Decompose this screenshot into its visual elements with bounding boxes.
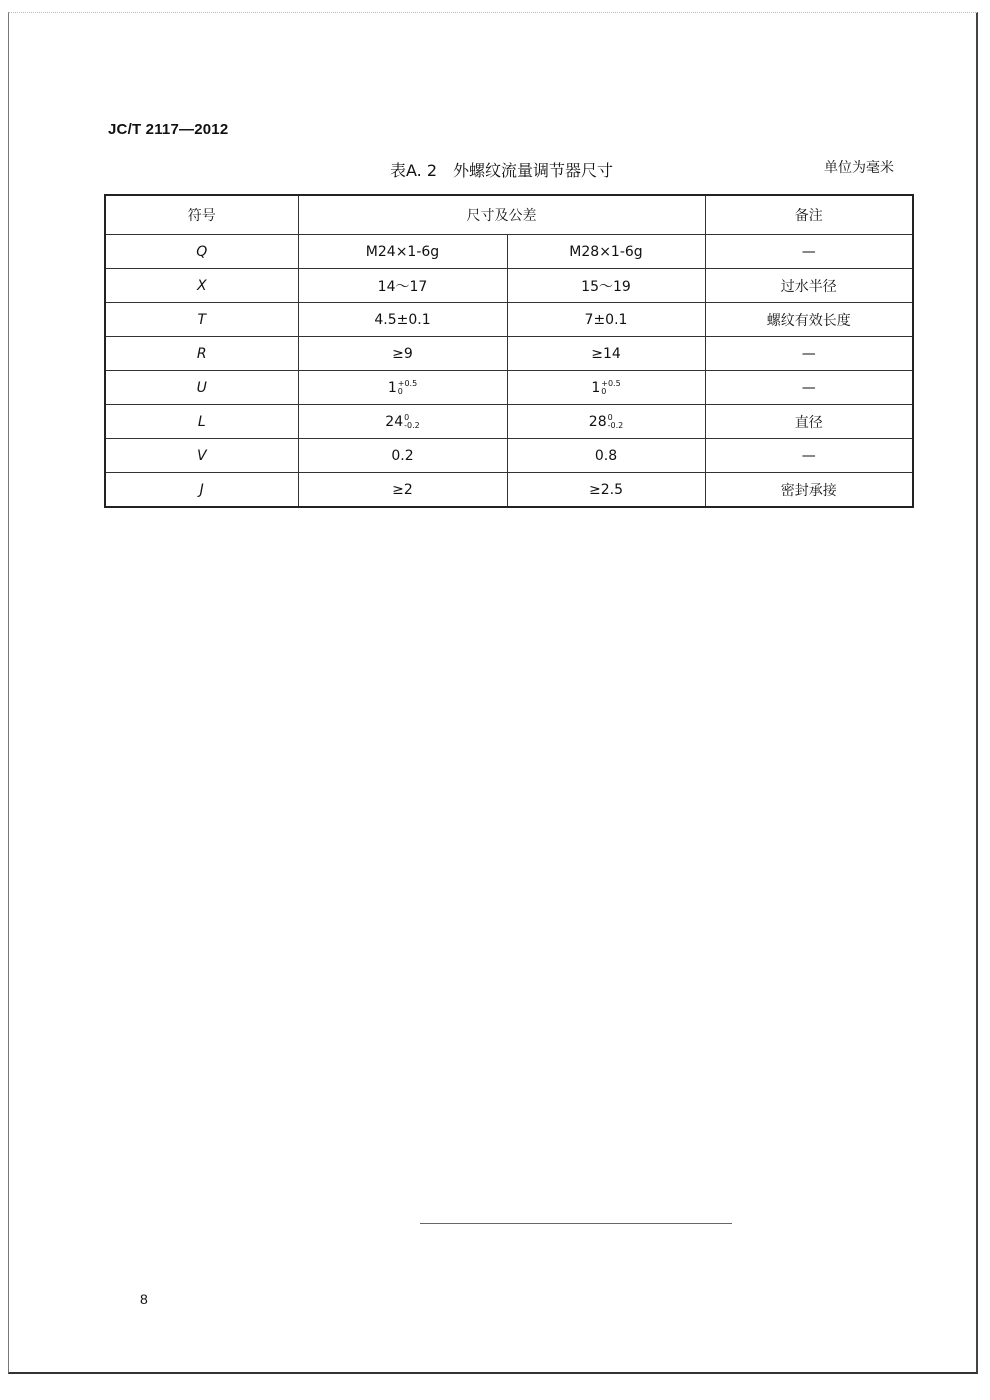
tolerance-base: 28 bbox=[588, 413, 607, 430]
table-row bbox=[105, 269, 913, 303]
tolerance-base: 1 bbox=[591, 379, 601, 396]
header-symbol: 符号 bbox=[105, 195, 298, 235]
tolerance-upper: +0.5 bbox=[601, 378, 621, 388]
page-number: 8 bbox=[140, 1291, 148, 1307]
tolerance-lower: 0 bbox=[397, 386, 403, 396]
tolerance-upper: +0.5 bbox=[397, 378, 418, 388]
value-cell: 0.2 bbox=[298, 439, 507, 473]
value-cell: ≥9 bbox=[298, 337, 507, 371]
table-row bbox=[105, 473, 913, 508]
tolerance-value-cell bbox=[507, 405, 705, 439]
table-row bbox=[105, 337, 913, 371]
symbol-cell: U bbox=[105, 371, 298, 405]
tolerance-limits bbox=[398, 380, 417, 396]
tolerance-base: 1 bbox=[387, 379, 397, 396]
symbol-cell: Q bbox=[105, 235, 298, 269]
value-cell: 15～19 bbox=[507, 269, 705, 303]
value-cell: ≥2 bbox=[298, 473, 507, 508]
tolerance-base: 24 bbox=[385, 413, 404, 430]
tolerance-lower: -0.2 bbox=[607, 420, 624, 430]
header-remarks: 备注 bbox=[705, 195, 913, 235]
remark-cell: 螺纹有效长度 bbox=[705, 303, 913, 337]
remark-cell: — bbox=[705, 439, 913, 473]
tolerance-limits bbox=[601, 380, 620, 396]
symbol-cell: R bbox=[105, 337, 298, 371]
dimension-table bbox=[104, 194, 914, 508]
symbol-cell: T bbox=[105, 303, 298, 337]
tolerance-lower: -0.2 bbox=[404, 420, 420, 430]
tolerance-limits bbox=[608, 414, 624, 430]
value-cell: ≥14 bbox=[507, 337, 705, 371]
remark-cell: 过水半径 bbox=[705, 269, 913, 303]
footer-rule bbox=[420, 1223, 732, 1224]
value-cell: 14～17 bbox=[298, 269, 507, 303]
table-row bbox=[105, 235, 913, 269]
tolerance-value-cell bbox=[298, 371, 507, 405]
remark-cell: — bbox=[705, 235, 913, 269]
symbol-cell: X bbox=[105, 269, 298, 303]
unit-note: 单位为毫米 bbox=[824, 160, 894, 176]
tolerance-value-cell bbox=[507, 371, 705, 405]
value-cell: M28×1-6g bbox=[507, 235, 705, 269]
remark-cell: 密封承接 bbox=[705, 473, 913, 508]
tolerance-value-cell bbox=[298, 405, 507, 439]
table-row bbox=[105, 405, 913, 439]
table-row bbox=[105, 303, 913, 337]
remark-cell: 直径 bbox=[705, 405, 913, 439]
standard-code: JC/T 2117—2012 bbox=[108, 121, 229, 138]
symbol-cell: L bbox=[105, 405, 298, 439]
table-row bbox=[105, 371, 913, 405]
value-cell: 0.8 bbox=[507, 439, 705, 473]
tolerance-upper: 0 bbox=[607, 412, 613, 422]
symbol-cell: V bbox=[105, 439, 298, 473]
value-cell: M24×1-6g bbox=[298, 235, 507, 269]
value-cell: 4.5±0.1 bbox=[298, 303, 507, 337]
value-cell: ≥2.5 bbox=[507, 473, 705, 508]
table-title: 表A. 2 外螺纹流量调节器尺寸 bbox=[390, 161, 614, 180]
table-header-row bbox=[105, 195, 913, 235]
tolerance-upper: 0 bbox=[404, 412, 410, 422]
remark-cell: — bbox=[705, 337, 913, 371]
symbol-cell: J bbox=[105, 473, 298, 508]
header-dimensions: 尺寸及公差 bbox=[298, 195, 705, 235]
value-cell: 7±0.1 bbox=[507, 303, 705, 337]
tolerance-limits bbox=[404, 414, 420, 430]
tolerance-lower: 0 bbox=[601, 386, 607, 396]
table-row bbox=[105, 439, 913, 473]
remark-cell: — bbox=[705, 371, 913, 405]
